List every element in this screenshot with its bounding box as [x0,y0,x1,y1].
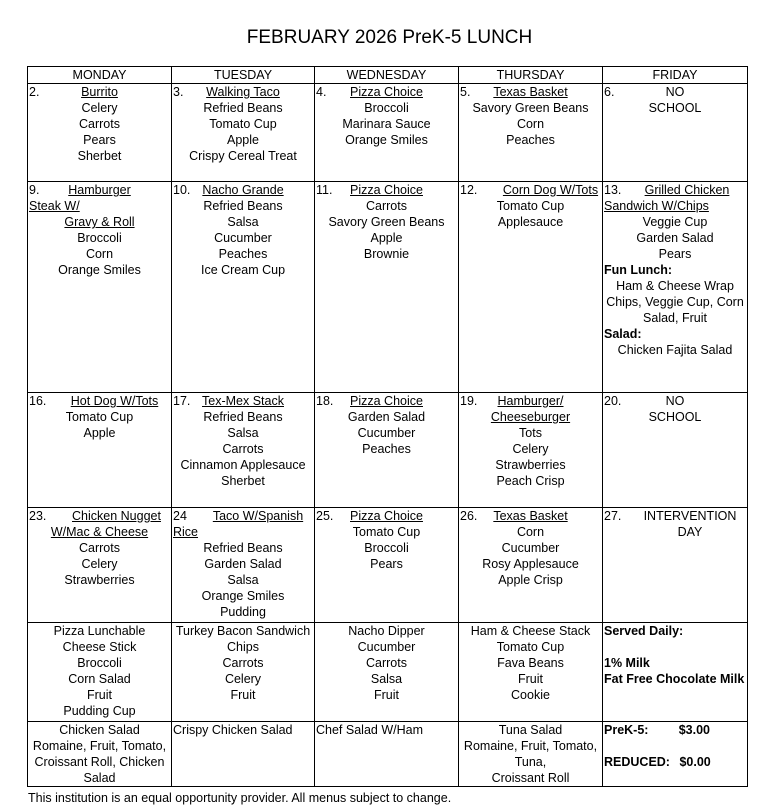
menu-item: Refried Beans [203,541,283,555]
menu-item: Orange Smiles [58,263,141,277]
prek-price-label: PreK-5: [604,723,649,737]
entree: Corn Dog W/Tots [502,183,599,197]
header-monday: MONDAY [28,67,172,84]
menu-item: Pears [370,557,403,571]
date-number: 6. [604,85,615,99]
header-wednesday: WEDNESDAY [315,67,459,84]
menu-item: Tomato Cup [496,640,565,654]
price-row [604,722,746,738]
menu-item: Apple [370,231,403,245]
menu-item: Salad, Fruit [643,311,707,325]
menu-item: Pears [83,133,116,147]
price-cell [603,722,748,787]
menu-item: Pudding [220,605,266,619]
salad-label: Salad: [604,327,642,341]
menu-item: Savory Green Beans [328,215,445,229]
date-number: 13. [604,183,622,197]
menu-item: Ham & Cheese Wrap [616,279,734,293]
entree: Nacho Grande [202,183,284,197]
menu-item: Applesauce [497,215,564,229]
date-number: 17. [173,394,191,408]
date-number: 16. [29,394,47,408]
milk-option: Fat Free Chocolate Milk [604,672,745,686]
spacer [604,639,746,655]
menu-item: Orange Smiles [201,589,285,603]
served-daily-label: Served Daily: [604,624,684,638]
day-cell [603,84,748,182]
page-title: FEBRUARY 2026 PreK-5 LUNCH [246,27,533,48]
day-cell [172,182,315,393]
reduced-price-label: REDUCED: [604,755,670,769]
menu-item: Ice Cream Cup [200,263,286,277]
menu-item: Cucumber [214,231,272,245]
menu-item: Apple [83,426,116,440]
menu-item: Broccoli [364,541,409,555]
date-number: 23. [29,509,47,523]
menu-item: Strawberries [495,458,566,472]
day-cell [459,393,603,508]
spacer [604,738,746,754]
menu-item: Refried Beans [203,410,283,424]
salad-cell [459,722,603,787]
date-number: 26. [460,509,478,523]
date-number: 9. [29,183,40,197]
date-number: 24 [173,509,187,523]
entree-continued: Gravy & Roll [64,215,135,229]
date-number: 10. [173,183,191,197]
menu-item: Salad [83,771,116,785]
menu-item: Chips, Veggie Cup, Corn [606,295,744,309]
day-cell [315,393,459,508]
menu-item: Chef Salad W/Ham [316,723,423,737]
entree: Pizza Choice [350,509,423,523]
price-row [604,754,746,770]
menu-item: Turkey Bacon Sandwich [175,624,311,638]
date-number: 19. [460,394,478,408]
menu-item: Croissant Roll [491,771,570,785]
menu-item: Croissant Roll, Chicken [34,755,165,769]
menu-item: Peaches [506,133,555,147]
intervention-text: DAY [677,525,703,539]
day-cell [603,182,748,393]
menu-item: Tomato Cup [352,525,421,539]
entree: Hot Dog W/Tots [70,394,159,408]
menu-item: Garden Salad [204,557,282,571]
menu-item: Pizza Lunchable [53,624,146,638]
date-number: 18. [316,394,334,408]
alt-cell [172,623,315,722]
menu-item: Fruit [518,672,543,686]
menu-item: Peach Crisp [496,474,565,488]
menu-item: Sherbet [221,474,265,488]
header-friday: FRIDAY [603,67,748,84]
entree: Grilled Chicken [644,183,730,197]
salad-row [28,722,748,787]
entree: Tex-Mex Stack [202,394,284,408]
menu-item: Cookie [511,688,550,702]
menu-item: Tomato Cup [496,199,565,213]
menu-item: Pudding Cup [63,704,136,718]
menu-item: Crispy Chicken Salad [173,723,293,737]
entree: Burrito [81,85,118,99]
day-cell [28,182,172,393]
day-cell [603,508,748,623]
entree-continued: Sandwich W/Chips [604,199,709,213]
day-cell [172,393,315,508]
reduced-price-value: $0.00 [679,755,711,769]
date-number: 27. [604,509,622,523]
menu-item: Apple [227,133,259,147]
fun-lunch-label: Fun Lunch: [604,263,673,277]
intervention-text: INTERVENTION [643,509,737,523]
entree-continued: Rice [173,525,199,539]
menu-item: Corn Salad [68,672,131,686]
menu-item: Tuna Salad [498,723,563,737]
date-number: 2. [29,85,40,99]
no-school-text: SCHOOL [648,410,702,424]
menu-item: Broccoli [77,656,122,670]
menu-item: Pears [658,247,692,261]
menu-item: Carrots [79,541,120,555]
entree: Pizza Choice [350,85,423,99]
date-number: 12. [460,183,478,197]
menu-item: Salsa [227,573,259,587]
menu-item: Nacho Dipper [348,624,425,638]
menu-item: Celery [224,672,262,686]
menu-item: Salsa [370,672,403,686]
menu-item: Refried Beans [203,199,283,213]
menu-item: Broccoli [364,101,409,115]
salad-cell [28,722,172,787]
header-row [28,67,748,84]
menu-item: Carrots [366,199,407,213]
menu-item: Garden Salad [347,410,426,424]
menu-item: Carrots [222,442,264,456]
menu-item: Veggie Cup [642,215,708,229]
entree-continued: Steak W/ [29,199,80,213]
no-school-text: NO [665,394,685,408]
alt-cell [459,623,603,722]
menu-item: Cucumber [357,426,416,440]
entree-continued: Cheeseburger [490,410,571,424]
day-cell [459,84,603,182]
day-cell [172,84,315,182]
no-school-text: SCHOOL [648,101,702,115]
menu-item: Carrots [222,656,264,670]
day-cell [603,393,748,508]
day-cell [459,182,603,393]
served-daily-cell [603,623,748,722]
menu-item: Cucumber [501,541,560,555]
date-number: 4. [316,85,327,99]
menu-item: Celery [81,101,118,115]
salad-cell [315,722,459,787]
menu-item: Fruit [374,688,399,702]
day-cell [315,84,459,182]
menu-item: Savory Green Beans [472,101,589,115]
menu-item: Peaches [362,442,411,456]
day-cell [172,508,315,623]
menu-item: Fruit [230,688,256,702]
menu-item: Tomato Cup [209,117,277,131]
day-cell [28,393,172,508]
menu-item: Romaine, Fruit, Tomato, [32,739,167,753]
menu-item: Corn [516,117,545,131]
entree: Hamburger [68,183,131,197]
menu-item: Apple Crisp [498,573,563,587]
menu-item: Salsa [227,426,259,440]
entree-continued: W/Mac & Cheese [50,525,149,539]
menu-item: Romaine, Fruit, Tomato, [463,739,598,753]
day-cell [315,508,459,623]
entree: Chicken Nugget [72,509,161,523]
alternate-row [28,623,748,722]
entree: Texas Basket [493,85,568,99]
menu-item: Tots [519,426,542,440]
day-cell [28,508,172,623]
salad-cell [172,722,315,787]
entree: Taco W/Spanish [212,509,304,523]
week-row [28,393,748,508]
week-row [28,508,748,623]
menu-item: Celery [512,442,549,456]
date-number: 3. [173,85,184,99]
date-number: 11. [316,183,333,197]
entree: Texas Basket [493,509,568,523]
menu-item: Celery [81,557,118,571]
menu-item: Salsa [227,215,259,229]
alt-cell [28,623,172,722]
date-number: 25. [316,509,334,523]
menu-item: Refried Beans [203,101,283,115]
menu-item: Carrots [366,656,407,670]
menu-item: Garden Salad [636,231,714,245]
day-cell [459,508,603,623]
menu-item: Rosy Applesauce [482,557,579,571]
week-row [28,84,748,182]
menu-item: Cinnamon Applesauce [180,458,306,472]
menu-item: Corn [516,525,545,539]
menu-item: Chips [227,640,259,654]
header-tuesday: TUESDAY [172,67,315,84]
menu-item: Peaches [218,247,268,261]
menu-item: Sherbet [77,149,122,163]
menu-item: Crispy Cereal Treat [189,149,297,163]
entree: Pizza Choice [350,183,423,197]
menu-item: Cheese Stick [62,640,137,654]
menu-item: Fruit [87,688,112,702]
menu-item: Corn [85,247,114,261]
entree: Pizza Choice [350,394,423,408]
lunch-menu-table [27,66,748,787]
milk-option: 1% Milk [604,656,650,670]
day-cell [28,84,172,182]
menu-item: Chicken Salad [59,723,140,737]
menu-item: Broccoli [77,231,122,245]
no-school-text: NO [665,85,685,99]
entree: Hamburger/ [497,394,564,408]
menu-item: Carrots [79,117,120,131]
header-thursday: THURSDAY [459,67,603,84]
alt-cell [315,623,459,722]
menu-item: Ham & Cheese Stack [470,624,591,638]
date-number: 20. [604,394,622,408]
week-row [28,182,748,393]
menu-item: Cucumber [357,640,416,654]
entree: Walking Taco [206,85,280,99]
menu-item: Fava Beans [497,656,564,670]
menu-item: Chicken Fajita Salad [617,343,733,357]
menu-item: Tomato Cup [65,410,134,424]
menu-item: Brownie [363,247,410,261]
day-cell [315,182,459,393]
date-number: 5. [460,85,471,99]
menu-item: Marinara Sauce [342,117,431,131]
menu-item: Orange Smiles [345,133,428,147]
prek-price-value: $3.00 [678,723,710,737]
menu-item: Strawberries [64,573,135,587]
footer-note: This institution is an equal opportunity provider. All menus subject to change. [28,791,452,805]
menu-item: Tuna, [514,755,547,769]
